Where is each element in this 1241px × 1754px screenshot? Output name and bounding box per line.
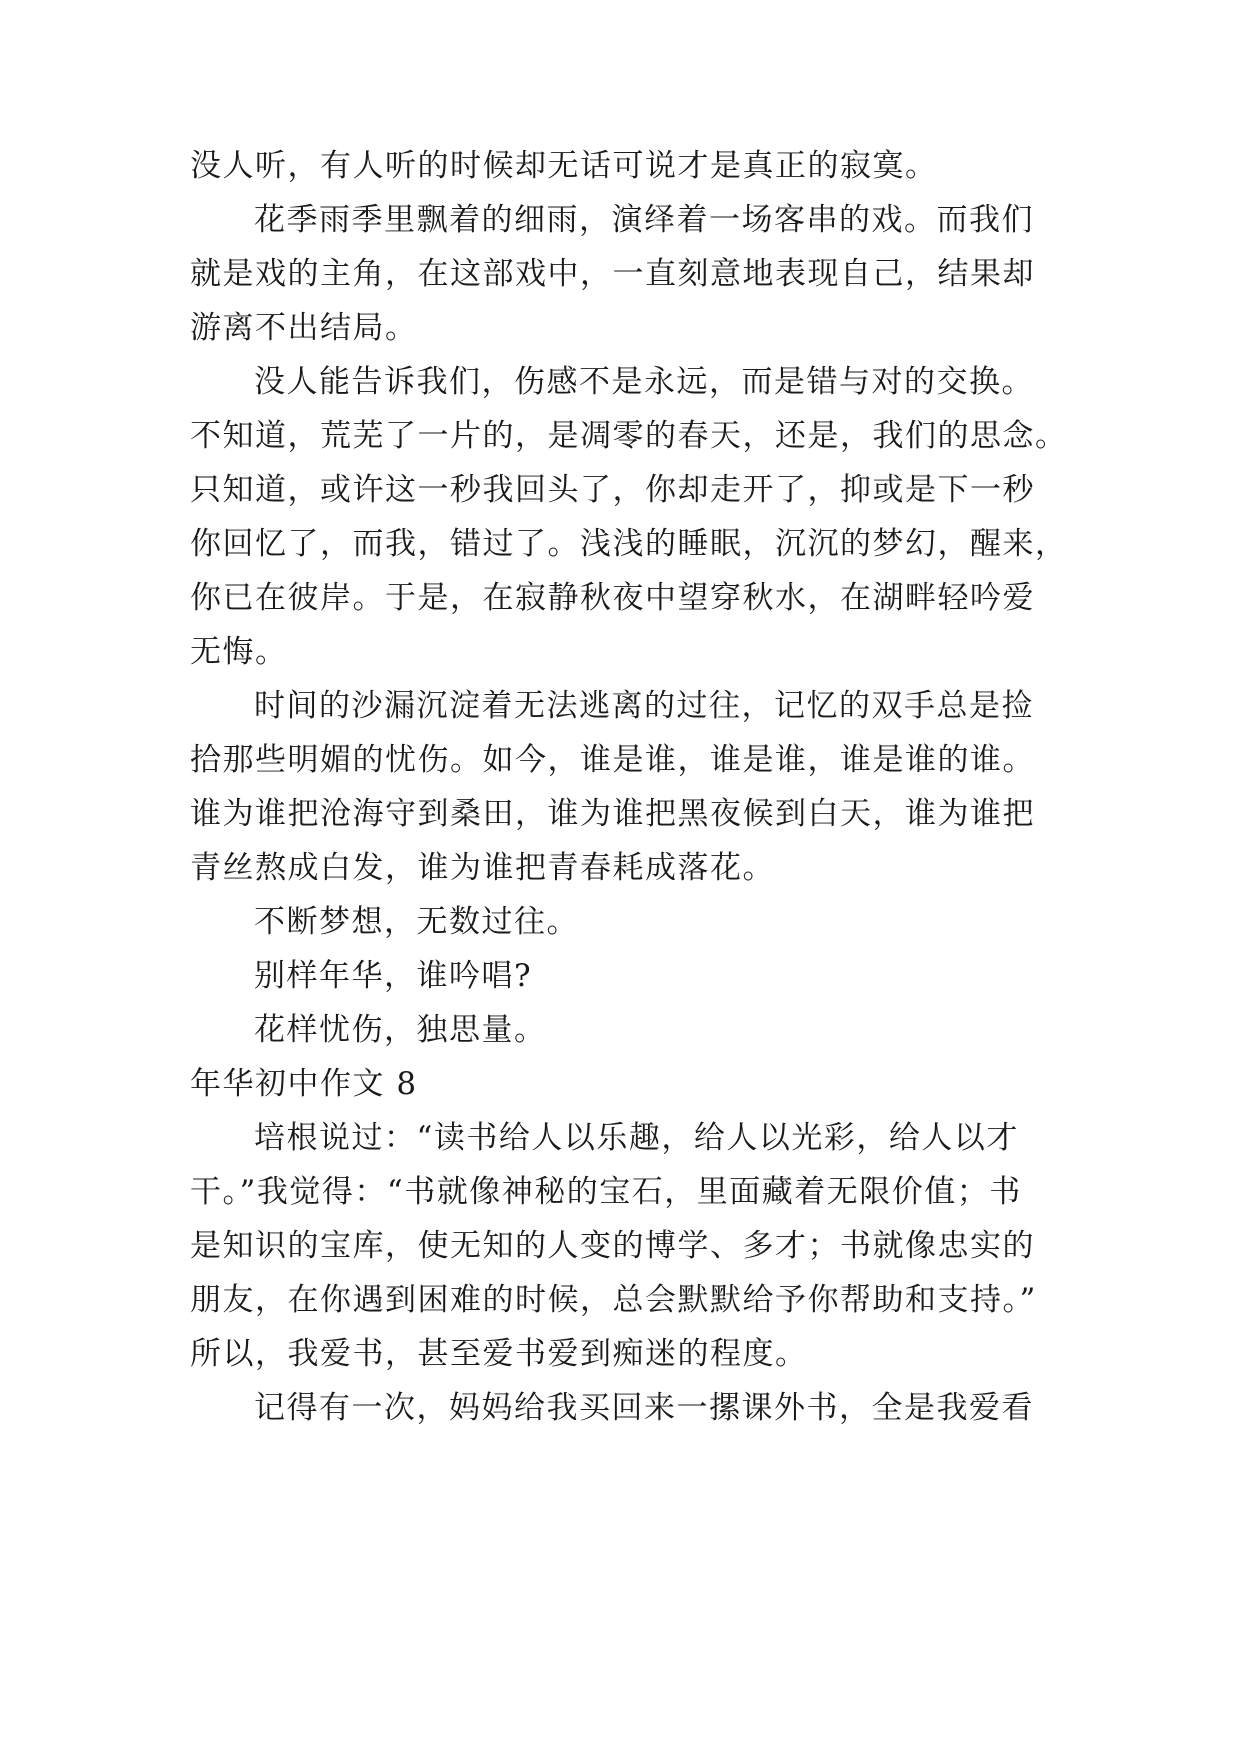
text-line: 只知道，或许这一秒我回头了，你却走开了，抑或是下一秒	[190, 472, 1035, 508]
text-line: 你已在彼岸。于是，在寂静秋夜中望穿秋水，在湖畔轻吟爱	[190, 580, 1035, 616]
text-line: 是知识的宝库，使无知的人变的博学、多才；书就像忠实的	[190, 1228, 1035, 1264]
text-line: 青丝熬成白发，谁为谁把青春耗成落花。	[190, 850, 775, 886]
paragraph-first-line: 培根说过：“读书给人以乐趣，给人以光彩，给人以才	[254, 1120, 1019, 1156]
text-line: 你回忆了，而我，错过了。浅浅的睡眠，沉沉的梦幻，醒来，	[190, 526, 1068, 562]
section-heading: 年华初中作文 8	[190, 1066, 418, 1102]
paragraph-first-line: 记得有一次，妈妈给我买回来一摞课外书，全是我爱看	[254, 1390, 1034, 1426]
paragraph-first-line: 花季雨季里飘着的细雨，演绎着一场客串的戏。而我们	[254, 202, 1034, 238]
paragraph-first-line: 时间的沙漏沉淀着无法逃离的过往，记忆的双手总是捡	[254, 688, 1034, 724]
text-line: 拾那些明媚的忧伤。如今，谁是谁，谁是谁，谁是谁的谁。	[190, 742, 1035, 778]
text-line: 就是戏的主角，在这部戏中，一直刻意地表现自己，结果却	[190, 256, 1035, 292]
text-line: 谁为谁把沧海守到桑田，谁为谁把黑夜候到白天，谁为谁把	[190, 796, 1035, 832]
paragraph-first-line: 花样忧伤，独思量。	[254, 1012, 547, 1048]
text-line: 所以，我爱书，甚至爱书爱到痴迷的程度。	[190, 1336, 808, 1372]
text-line: 游离不出结局。	[190, 310, 418, 346]
text-line: 不知道，荒芜了一片的，是凋零的春天，还是，我们的思念。	[190, 418, 1068, 454]
paragraph-first-line: 别样年华，谁吟唱?	[254, 958, 533, 994]
text-line: 朋友，在你遇到困难的时候，总会默默给予你帮助和支持。”	[190, 1282, 1037, 1318]
paragraph-first-line: 不断梦想，无数过往。	[254, 904, 579, 940]
paragraph-first-line: 没人能告诉我们，伤感不是永远，而是错与对的交换。	[254, 364, 1034, 400]
text-line: 没人听，有人听的时候却无话可说才是真正的寂寞。	[190, 148, 938, 184]
text-line: 干。”我觉得：“书就像神秘的宝石，里面藏着无限价值；书	[190, 1174, 1022, 1210]
text-line: 无悔。	[190, 634, 288, 670]
